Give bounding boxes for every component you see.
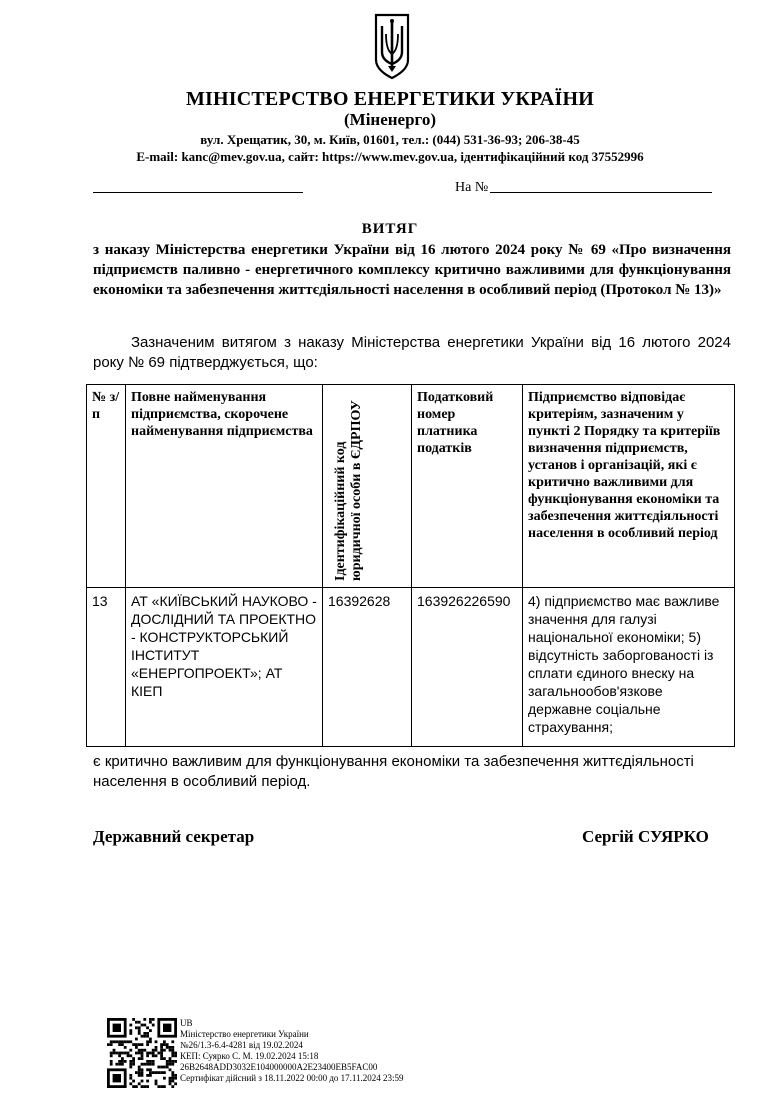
org-contacts: E-mail: kanc@mev.gov.ua, сайт: https://www.mev.gov.ua, ідентифікаційний код 37552996 — [136, 149, 644, 164]
header-tax: Податковий номер платника податків — [412, 385, 523, 588]
e-signature-stamp — [180, 1018, 404, 1084]
cell-criteria: 4) підприємство має важливе значення для галузі національної економіки; 5) відсутність заборгованості із сплати єдиного внеску на загальнообов'язкове державне соціальне страхування; — [523, 588, 735, 747]
incoming-number-label: На № — [455, 180, 489, 195]
enterprise-table — [86, 384, 735, 747]
qr-code-icon — [107, 1018, 177, 1088]
stamp-line-3: №26/1.3-6.4-4281 від 19.02.2024 — [180, 1040, 303, 1050]
document-subject: з наказу Міністерства енергетики України від 16 лютого 2024 року № 69 «Про визначення підприємств паливно - енергетичного комплексу критично важливими для функціонування економіки та забезпечення життєдіяльності населення в особливий період (Протокол № 13)» — [93, 242, 731, 298]
header-num: № з/п — [87, 385, 126, 588]
trident-emblem-icon — [371, 12, 413, 80]
conclusion-paragraph: є критично важливим для функціонування економіки та забезпечення життєдіяльності населення в особливий період. — [93, 753, 694, 790]
org-name: МІНІСТЕРСТВО ЕНЕРГЕТИКИ УКРАЇНИ — [185, 88, 595, 110]
stamp-line-1: UB — [180, 1018, 193, 1028]
stamp-line-2: Міністерство енергетики України — [180, 1029, 309, 1039]
org-address: вул. Хрещатик, 30, м. Київ, 01601, тел.: (044) 531-36-93; 206-38-45 — [200, 132, 580, 147]
cell-edrpou: 16392628 — [323, 588, 412, 747]
header-name: Повне найменування підприємства, скорочене найменування підприємства — [126, 385, 323, 588]
signatory-name: Сергій СУЯРКО — [582, 827, 709, 846]
header-edrpou-text: Ідентифікаційний код юридичної особи в ЄДРПОУ — [333, 400, 364, 581]
stamp-line-6: Сертифікат дійсний з 18.11.2022 00:00 до 17.11.2024 23:59 — [180, 1073, 404, 1083]
table-row — [87, 588, 735, 747]
cell-name: АТ «КИЇВСЬКИЙ НАУКОВО - ДОСЛІДНИЙ ТА ПРОЕКТНО - КОНСТРУКТОРСЬКИЙ ІНСТИТУТ «ЕНЕРГОПРОЕКТ»; АТ КІЕП — [126, 588, 323, 747]
header-criteria: Підприємство відповідає критеріям, зазначеним у пункті 2 Порядку та критеріїв визначення підприємств, установ і організацій, які є критично важливими для функціонування економіки та забезпечення життєдіяльності населення в особливий період — [523, 385, 735, 588]
intro-paragraph: Зазначеним витягом з наказу Міністерства енергетики України від 16 лютого 2024 року № 69 підтверджується, що: — [93, 334, 731, 371]
incoming-number-line — [490, 192, 712, 193]
document-title: ВИТЯГ — [361, 221, 419, 237]
header-edrpou — [323, 385, 412, 588]
cell-tax: 163926226590 — [412, 588, 523, 747]
signatory-position: Державний секретар — [93, 827, 255, 846]
stamp-line-5: 26B2648ADD3032E104000000A2E23400EB5FAC00 — [180, 1062, 378, 1072]
cell-num: 13 — [87, 588, 126, 747]
stamp-line-4: КЕП: Суярко С. М. 19.02.2024 15:18 — [180, 1051, 319, 1061]
outgoing-number-line — [93, 192, 303, 193]
org-short-name: (Міненерго) — [343, 110, 437, 129]
table-header-row — [87, 385, 735, 588]
